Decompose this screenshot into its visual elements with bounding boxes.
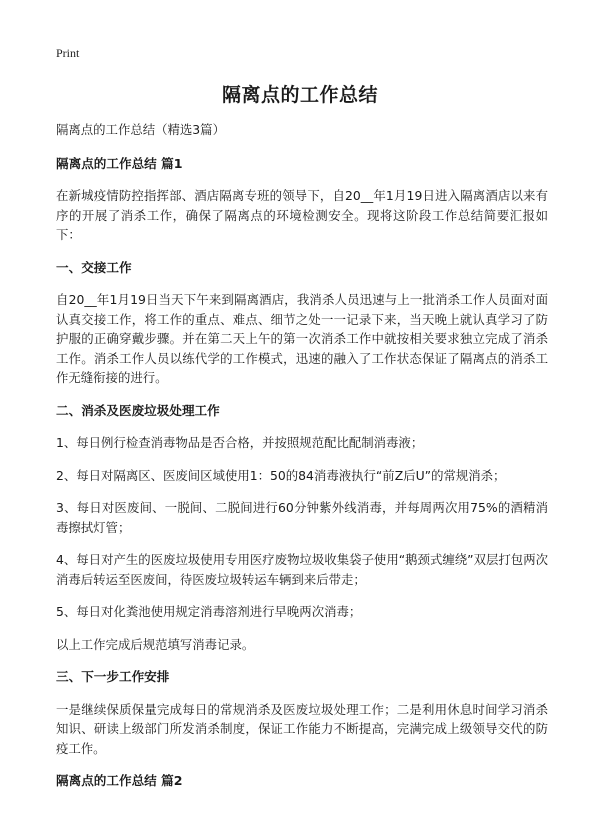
- part-heading-disinfection: 二、消杀及医废垃圾处理工作: [56, 402, 220, 418]
- next-steps-paragraph: 一是继续保质保量完成每日的常规消杀及医废垃圾处理工作；二是利用休息时间学习消杀知识、研读上级部门所发消杀制度，保证工作能力不断提高，完满完成上级领导交代的防疫工作。: [56, 701, 548, 756]
- list-item: 2、每日对隔离区、医废间区域使用1：50的84消毒液执行“前Z后U”的常规消杀；: [56, 467, 506, 483]
- print-link[interactable]: Print: [56, 46, 80, 60]
- list-item: 5、每日对化粪池使用规定消毒溶剂进行早晚两次消毒；: [56, 604, 362, 619]
- list-item: 1、每日例行检查消毒物品是否合格，并按照规范配比配制消毒液；: [56, 435, 424, 450]
- part-heading-handover: 一、交接工作: [56, 259, 132, 275]
- page-title: 隔离点的工作总结: [221, 84, 378, 106]
- section-heading-1: 隔离点的工作总结 篇1: [56, 155, 183, 171]
- intro-paragraph: 在新城疫情防控指挥部、酒店隔离专班的领导下，自20__年1月19日进入隔离酒店以来有序的开展了消杀工作，确保了隔离点的环境检测安全。现将这阶段工作总结简要汇报如下：: [56, 188, 548, 242]
- document-subtitle: 隔离点的工作总结（精选3篇）: [56, 122, 225, 137]
- handover-paragraph: 自20__年1月19日当天下午来到隔离酒店，我消杀人员迅速与上一批消杀工作人员面对面认真交接工作，将工作的重点、难点、细节之处一一记录下来，当天晚上就认真学习了防护服的正确穿戴步骤。并在第二天上午的第一次消杀工作中就按相关要求独立完成了消杀工作。消杀工作人员以练代学的工作模式，迅速的融入了工作状态保证了隔离点的消杀工作无缝衔接的进行。: [56, 292, 548, 385]
- list-item: 4、每日对产生的医废垃圾使用专用医疗废物垃圾收集袋子使用“鹅颈式缠绕”双层打包两次消毒后转运至医废间，待医废垃圾转运车辆到来后带走；: [56, 552, 548, 587]
- section-heading-2: 隔离点的工作总结 篇2: [56, 773, 183, 788]
- document-body: [56, 120, 548, 804]
- disinfection-footer: 以上工作完成后规范填写消毒记录。: [56, 636, 255, 652]
- part-heading-next-steps: 三、下一步工作安排: [56, 669, 170, 684]
- list-item: 3、每日对医废间、一脱间、二脱间进行60分钟紫外线消毒，并每周两次用75%的酒精消毒擦拭灯管；: [56, 500, 548, 535]
